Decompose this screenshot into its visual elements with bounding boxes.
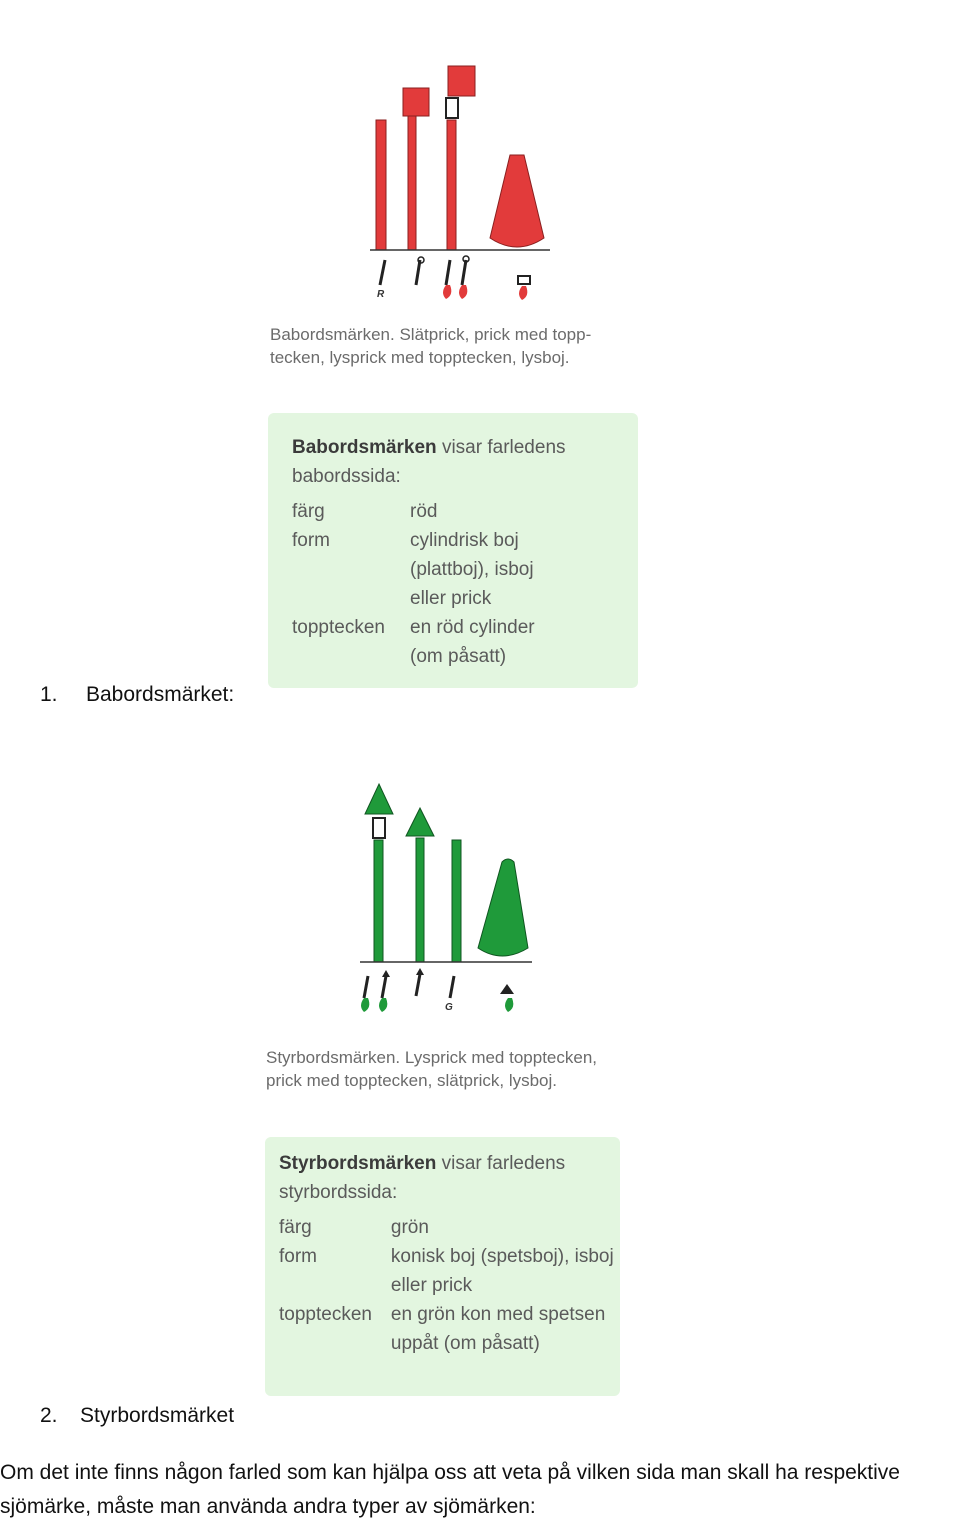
list-item-starboard-mark <box>40 1404 234 1428</box>
info-value: röd <box>410 501 438 522</box>
info-key: form <box>292 530 330 551</box>
caption-starboard-marks: Styrbordsmärken. Lysprick med topptecken, prick med topptecken, slätprick, lysboj. <box>266 1048 598 1090</box>
info-row <box>279 1213 620 1242</box>
info-row <box>279 1300 620 1358</box>
spar-with-topmark-green <box>406 808 434 962</box>
info-value: en röd cylinder (om påsatt) <box>410 617 535 667</box>
info-row <box>292 497 560 526</box>
caption-port-marks: Babordsmärken. Slätprick, prick med topp-tecken, lysprick med topptecken, lysboj. <box>270 325 592 367</box>
spar-with-topmark-red <box>403 88 429 250</box>
list-number: 2. <box>40 1404 58 1427</box>
info-value: konisk boj (spetsboj), isboj eller prick <box>390 1246 614 1296</box>
info-key: färg <box>279 1217 312 1238</box>
port-marks-illustration <box>360 60 560 310</box>
lit-spar-with-topmark-red <box>446 66 475 250</box>
info-box-heading-rest: visar farledens styrbordssida: <box>279 1153 566 1203</box>
list-number: 1. <box>40 683 58 706</box>
plain-spar-green <box>452 840 461 962</box>
chart-symbols-red <box>380 256 530 300</box>
info-key: topptecken <box>292 617 385 638</box>
info-row <box>279 1242 620 1300</box>
list-label-text: Styrbordsmärket <box>80 1404 235 1427</box>
chart-symbols-green <box>361 968 514 1012</box>
info-key: färg <box>292 501 325 522</box>
lit-spar-with-topmark-green <box>365 784 393 962</box>
marker-letter-port: R <box>377 289 385 300</box>
list-item-port-mark <box>40 683 234 707</box>
info-row <box>292 613 560 671</box>
list-label-text: Babordsmärket: <box>86 683 235 706</box>
lit-buoy-green <box>478 859 528 956</box>
info-row <box>292 526 560 613</box>
info-value: en grön kon med spetsen uppåt (om påsatt) <box>390 1304 606 1354</box>
starboard-marks-illustration <box>350 780 550 1020</box>
info-key: topptecken <box>279 1304 372 1325</box>
plain-spar-red <box>376 120 386 250</box>
lit-buoy-red <box>490 155 544 247</box>
info-box-heading-bold: Babordsmärken <box>292 437 437 458</box>
info-box-heading-rest: visar farledens babordssida: <box>292 437 566 487</box>
info-box-starboard-marks <box>265 1137 620 1396</box>
info-box-port-marks <box>268 413 638 688</box>
marker-letter-starboard: G <box>445 1002 453 1013</box>
info-value: grön <box>390 1217 429 1238</box>
info-box-table <box>292 497 560 671</box>
footer-paragraph: Om det inte finns någon farled som kan hjälpa oss att veta på vilken sida man skall ha respektive sjömärke, måste man använda andra typer av sjömärken: <box>0 1461 900 1518</box>
info-box-heading <box>292 433 638 491</box>
info-box-heading-bold: Styrbordsmärken <box>279 1153 437 1174</box>
info-box-heading <box>279 1149 579 1207</box>
info-value: cylindrisk boj (plattboj), isboj eller prick <box>410 530 534 609</box>
info-box-table <box>279 1213 620 1358</box>
info-key: form <box>279 1246 317 1267</box>
